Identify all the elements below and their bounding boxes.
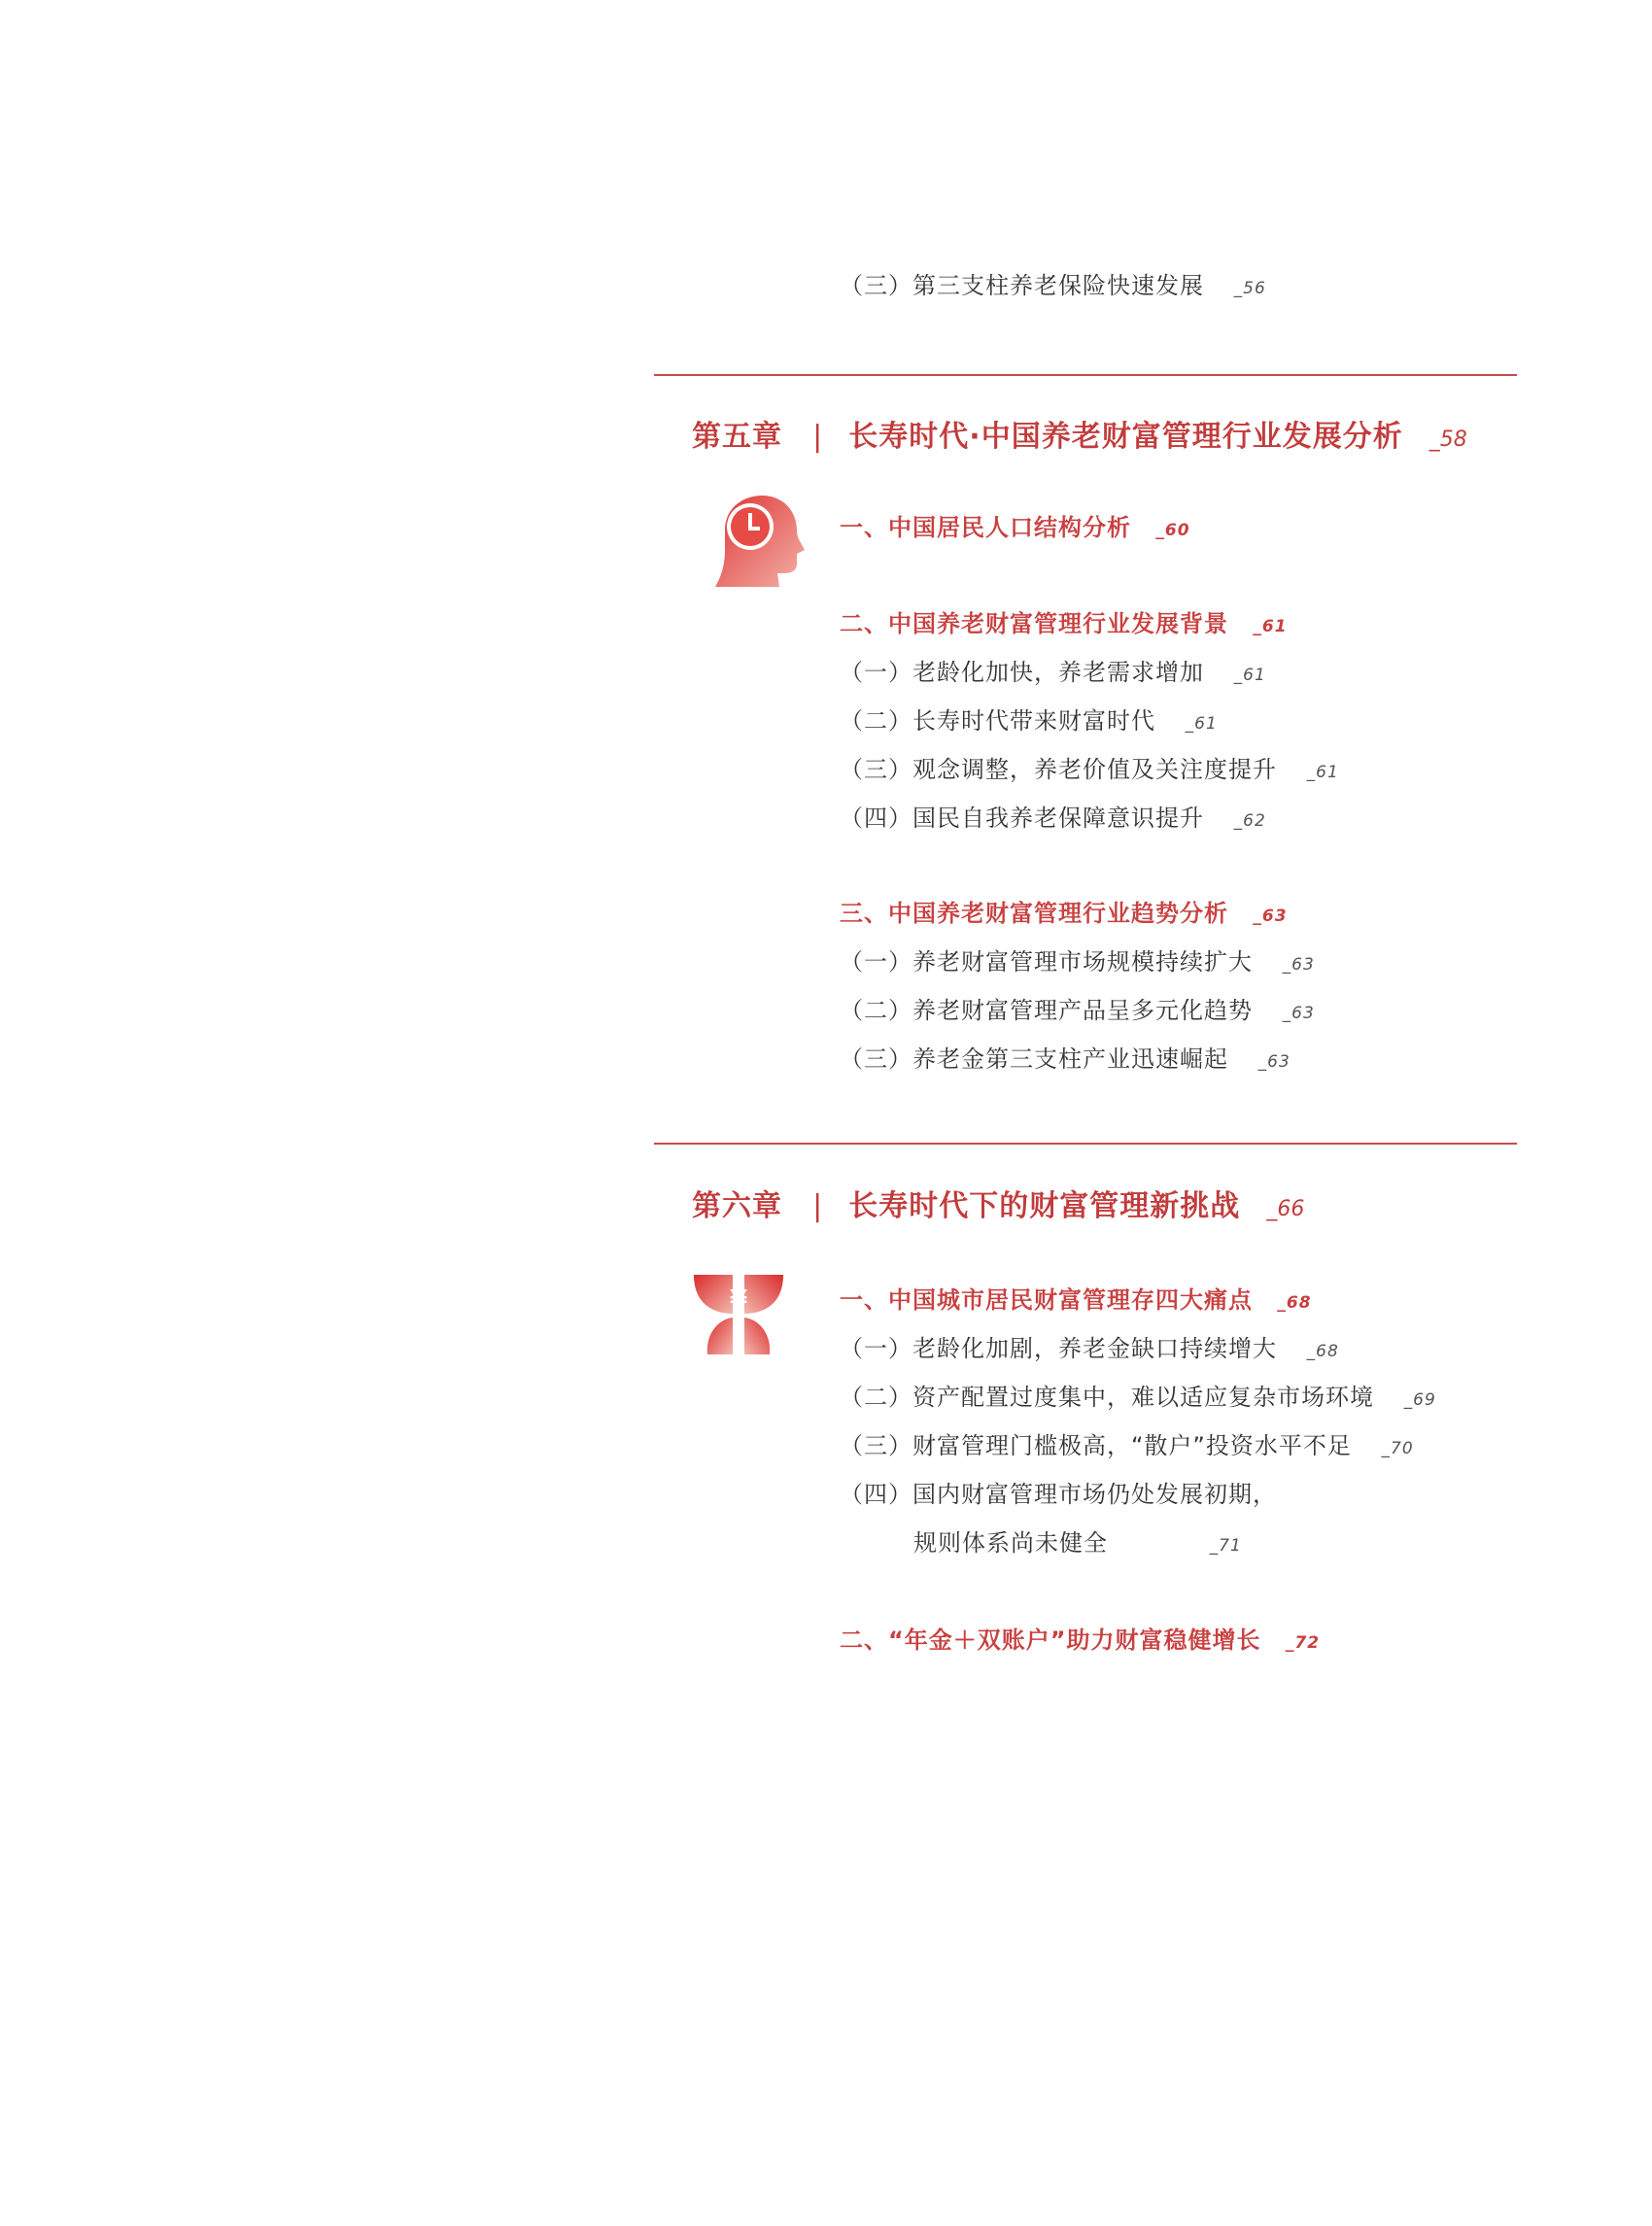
chapter-label: 第六章 — [692, 1189, 782, 1223]
toc-entry: （三）观念调整，养老价值及关注度提升 _61 — [840, 756, 1339, 783]
toc-entry: （三）财富管理门槛极高，“散户”投资水平不足 _70 — [840, 1432, 1414, 1459]
page-number: _61 — [1306, 763, 1339, 782]
section-heading: 一、中国居民人口结构分析 _60 — [840, 514, 1190, 541]
section-heading: 二、中国养老财富管理行业发展背景 _61 — [840, 610, 1288, 637]
section-heading: 一、中国城市居民财富管理存四大痛点 _68 — [840, 1286, 1312, 1314]
chapter-separator: | — [812, 420, 823, 454]
toc-entry-text: （三）第三支柱养老保险快速发展 — [840, 272, 1204, 299]
toc-entry: （一）老龄化加快，养老需求增加 _61 — [840, 659, 1266, 686]
page-number: _71 — [1209, 1536, 1242, 1556]
chapter-divider — [654, 374, 1517, 376]
toc-entry: （二）资产配置过度集中，难以适应复杂市场环境 _69 — [840, 1384, 1436, 1411]
page-number: _63 — [1257, 1052, 1291, 1072]
chapter-page-number: _66 — [1266, 1197, 1305, 1221]
yen-butterfly-icon — [694, 1275, 783, 1354]
section-heading: 三、中国养老财富管理行业趋势分析 _63 — [840, 900, 1288, 927]
page-number: _63 — [1253, 907, 1288, 926]
toc-entry-continuation: 规则体系尚未健全 _71 — [913, 1529, 1242, 1557]
chapter-separator: | — [812, 1189, 823, 1223]
chapter-label: 第五章 — [692, 420, 782, 454]
page-number: _68 — [1277, 1293, 1312, 1313]
page-number: _56 — [1233, 279, 1266, 298]
chapter-title: 长寿时代下的财富管理新挑战 — [848, 1189, 1241, 1223]
toc-entry: （四）国民自我养老保障意识提升 _62 — [840, 805, 1266, 832]
page-number: _68 — [1306, 1342, 1339, 1361]
page-number: _63 — [1282, 955, 1315, 975]
toc-entry: （二）长寿时代带来财富时代 _61 — [840, 707, 1218, 735]
page-number: _61 — [1233, 666, 1266, 685]
page-number: _70 — [1381, 1439, 1414, 1458]
head-clock-icon — [707, 492, 805, 589]
chapter-divider — [654, 1143, 1517, 1145]
chapter-page-number: _58 — [1428, 428, 1467, 452]
page-number: _62 — [1233, 811, 1266, 831]
toc-entry — [840, 266, 1266, 300]
page-number: _72 — [1285, 1633, 1321, 1653]
chapter-heading — [692, 412, 1467, 455]
page-number: _60 — [1155, 521, 1190, 540]
page-number: _61 — [1253, 617, 1288, 636]
chapter-heading — [692, 1181, 1304, 1224]
page-number: _69 — [1403, 1390, 1436, 1410]
toc-entry: （一）老龄化加剧，养老金缺口持续增大 _68 — [840, 1335, 1339, 1362]
page-number: _61 — [1185, 714, 1218, 734]
chapter-title: 长寿时代·中国养老财富管理行业发展分析 — [848, 420, 1403, 454]
toc-entry: （一）养老财富管理市场规模持续扩大 _63 — [840, 948, 1315, 976]
yen-glyph: ¥ — [729, 1285, 748, 1315]
page-number: _63 — [1282, 1004, 1315, 1023]
toc-entry: （三）养老金第三支柱产业迅速崛起 _63 — [840, 1045, 1291, 1073]
toc-entry: （二）养老财富管理产品呈多元化趋势 _63 — [840, 997, 1315, 1024]
section-heading: 二、“年金＋双账户”助力财富稳健增长 _72 — [840, 1627, 1321, 1654]
toc-entry: （四）国内财富管理市场仍处发展初期， — [840, 1481, 1277, 1508]
